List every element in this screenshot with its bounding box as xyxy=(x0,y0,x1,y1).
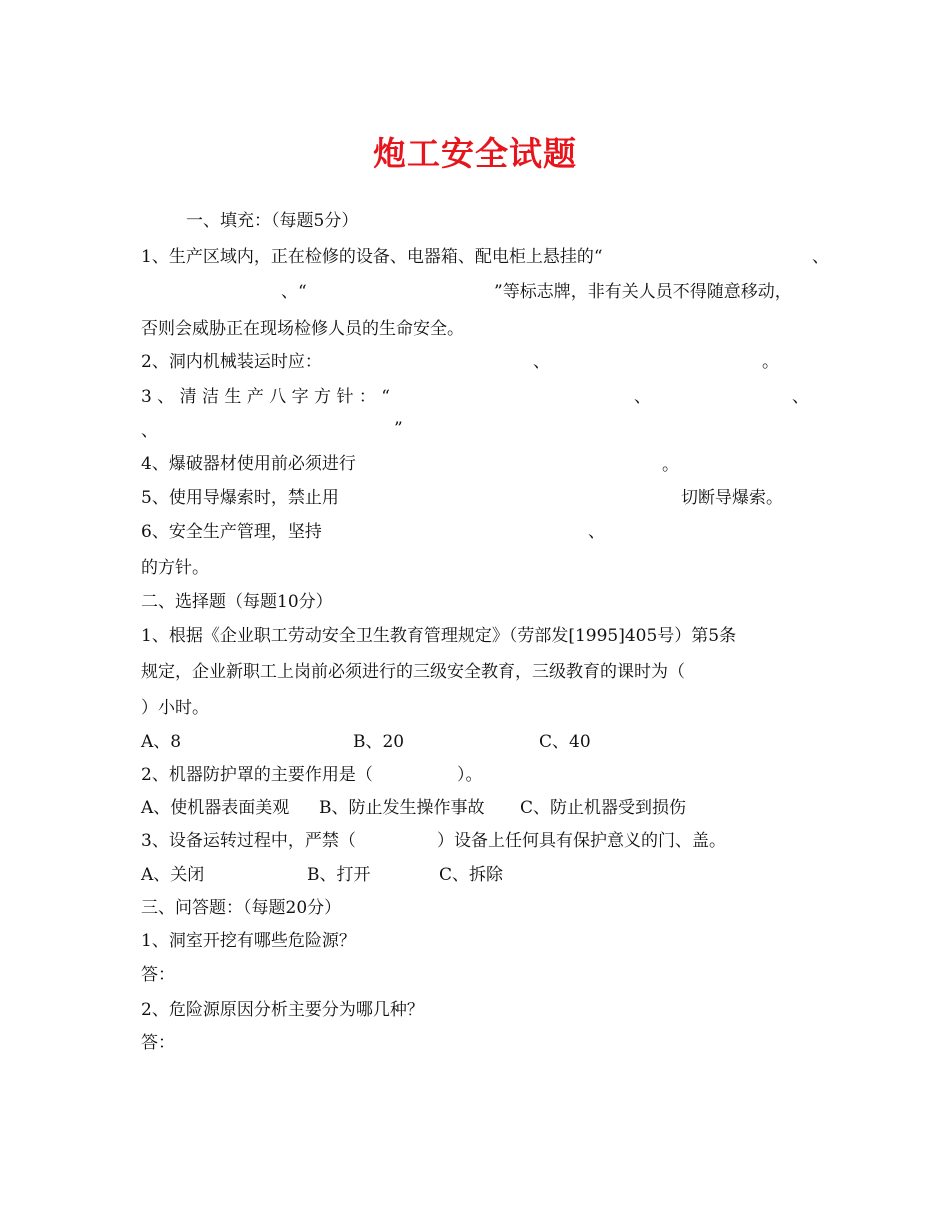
s2-q3-option-a: A、关闭 xyxy=(141,865,205,885)
s1-q5-start: 5、使用导爆索时，禁止用 xyxy=(141,488,339,508)
s1-q1-line2-start: 、“ xyxy=(281,282,307,302)
s2-q3-option-c: C、拆除 xyxy=(439,865,504,885)
s1-q1-line1-end: 、 xyxy=(812,247,829,267)
s2-q1-line2: 规定，企业新职工上岗前必须进行的三级安全教育，三级教育的课时为（ xyxy=(141,662,685,682)
s2-q3-start: 3、设备运转过程中，严禁（ xyxy=(141,831,356,851)
s3-q2: 2、危险源原因分析主要分为哪几种？ xyxy=(141,1000,424,1020)
section1-heading: 一、填充：（每题5分） xyxy=(186,211,359,231)
s3-q1: 1、洞室开挖有哪些危险源？ xyxy=(141,931,356,951)
s1-q4-start: 4、爆破器材使用前必须进行 xyxy=(141,454,356,474)
s1-q3-sep2: 、 xyxy=(792,387,809,407)
section2-heading: 二、选择题（每题10分） xyxy=(141,592,333,612)
s1-q1-line2-end: ”等标志牌，非有关人员不得随意移动， xyxy=(494,282,792,302)
s3-a2: 答： xyxy=(141,1033,175,1053)
s1-q6-line2: 的方针。 xyxy=(141,558,209,578)
s1-q2-end: 。 xyxy=(762,352,779,372)
s1-q1-line1-start: 1、生产区域内，正在检修的设备、电器箱、配电柜上悬挂的“ xyxy=(141,247,603,267)
s1-q6-start: 6、安全生产管理，坚持 xyxy=(141,522,322,542)
s2-q3-option-b: B、打开 xyxy=(307,865,371,885)
s3-a1: 答： xyxy=(141,965,175,985)
s2-q1-option-a: A、8 xyxy=(141,732,182,752)
s2-q2-option-b: B、防止发生操作事故 xyxy=(319,798,485,818)
s2-q2-start: 2、机器防护罩的主要作用是（ xyxy=(141,765,373,785)
s2-q2-option-c: C、防止机器受到损伤 xyxy=(520,798,687,818)
s1-q3-line2-end: ” xyxy=(394,419,403,439)
s1-q3-line2-start: 、 xyxy=(141,421,158,441)
s1-q5-end: 切断导爆索。 xyxy=(681,488,783,508)
s2-q1-line1: 1、根据《企业职工劳动安全卫生教育管理规定》（劳部发[1995]405号）第5条 xyxy=(141,626,737,646)
s1-q2-start: 2、洞内机械装运时应： xyxy=(141,352,322,372)
s2-q3-end: ）设备上任何具有保护意义的门、盖。 xyxy=(437,831,726,851)
s1-q1-line3: 否则会威胁正在现场检修人员的生命安全。 xyxy=(141,319,464,339)
s1-q3-start: 3 、 清 洁 生 产 八 字 方 针 ： “ xyxy=(141,387,390,407)
s1-q3-sep1: 、 xyxy=(634,387,651,407)
s2-q1-option-b: B、20 xyxy=(353,732,405,752)
s1-q2-mid: 、 xyxy=(533,352,550,372)
s2-q1-line3: ）小时。 xyxy=(141,698,209,718)
s1-q4-end: 。 xyxy=(662,455,679,475)
s2-q2-option-a: A、使机器表面美观 xyxy=(141,798,290,818)
page-title: 炮工安全试题 xyxy=(373,134,577,173)
s2-q2-end: ）。 xyxy=(457,765,483,785)
s2-q1-option-c: C、40 xyxy=(539,732,591,752)
section3-heading: 三、问答题：（每题20分） xyxy=(141,898,342,918)
s1-q6-mid: 、 xyxy=(588,522,605,542)
